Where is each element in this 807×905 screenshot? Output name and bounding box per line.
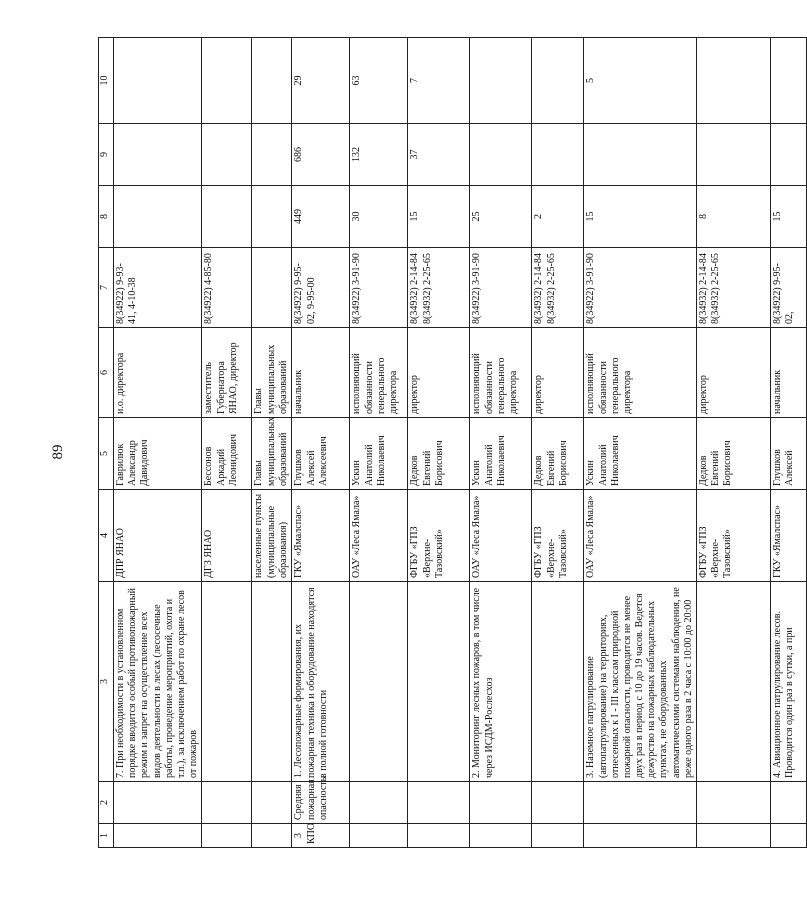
cell-equipment bbox=[532, 38, 584, 124]
header-col-6: 6 bbox=[99, 328, 114, 418]
cell-vehicles: 686 bbox=[292, 124, 350, 186]
cell-personnel: 15 bbox=[584, 186, 697, 248]
cell-equipment bbox=[202, 38, 252, 124]
header-row bbox=[99, 38, 114, 848]
cell-personnel: 8 bbox=[697, 186, 771, 248]
cell-position: исполняющий обязанности генерального директора bbox=[470, 328, 532, 418]
cell-organization: ОАУ «Леса Ямала» bbox=[350, 490, 408, 582]
cell-personnel: 30 bbox=[350, 186, 408, 248]
cell-phone: 8(34932) 2-14-84 8(34932) 2-25-65 bbox=[697, 248, 771, 328]
cell-equipment bbox=[114, 38, 202, 124]
cell-measure bbox=[697, 582, 771, 782]
cell-organization: ГКУ «Ямалспас» bbox=[771, 490, 807, 582]
cell-vehicles bbox=[114, 124, 202, 186]
cell-organization: ОАУ «Леса Ямала» bbox=[584, 490, 697, 582]
cell-vehicles bbox=[697, 124, 771, 186]
cell-personnel: 2 bbox=[532, 186, 584, 248]
cell-measure: 7. При необходимости в установленном порядке вводится особый противопожарный режим и запрет на осуществление всех видов деятельности в лесах (лесосечные работы, проведение мероприятий, охота и т.п.), за исключением работ по охране лесов от пожаров bbox=[114, 582, 202, 782]
cell-position: заместитель Губернатора ЯНАО, директор bbox=[202, 328, 252, 418]
cell-organization: ФГБУ «ГПЗ «Верхне-Тазовский» bbox=[408, 490, 470, 582]
cell-responsible-person: Гаврилюк Александр Давидович bbox=[114, 418, 202, 490]
cell-phone: 8(34922) 9-93-41, 4-10-38 bbox=[114, 248, 202, 328]
cell-danger-class bbox=[252, 782, 292, 824]
table-row bbox=[532, 38, 584, 848]
cell-level bbox=[584, 824, 697, 848]
cell-phone: 8(34922) 3-91-90 bbox=[584, 248, 697, 328]
cell-responsible-person: Ускин Анатолий Николаевич bbox=[350, 418, 408, 490]
cell-measure bbox=[202, 582, 252, 782]
cell-danger-class bbox=[532, 782, 584, 824]
cell-responsible-person: Главы муниципальных образований bbox=[252, 418, 292, 490]
cell-position: директор bbox=[532, 328, 584, 418]
cell-personnel bbox=[252, 186, 292, 248]
cell-measure bbox=[252, 582, 292, 782]
cell-phone: 8(34932) 2-14-84 8(34932) 2-25-65 bbox=[532, 248, 584, 328]
cell-organization: ФГБУ «ГПЗ «Верхне-Тазовский» bbox=[697, 490, 771, 582]
cell-responsible-person: Ускин Анатолий Николаевич bbox=[584, 418, 697, 490]
cell-personnel: 15 bbox=[771, 186, 807, 248]
cell-position: начальник bbox=[771, 328, 807, 418]
table-row bbox=[252, 38, 292, 848]
header-col-9: 9 bbox=[99, 124, 114, 186]
cell-organization: населенные пункты (муниципальные образования) bbox=[252, 490, 292, 582]
cell-position: директор bbox=[697, 328, 771, 418]
cell-level bbox=[771, 824, 807, 848]
cell-level bbox=[408, 824, 470, 848]
cell-responsible-person: Глушков Алексей Алексеевич bbox=[292, 418, 350, 490]
cell-phone: 8(34922) 9-95-02, 9-95-00 bbox=[292, 248, 350, 328]
cell-phone: 8(34922) 3-91-90 bbox=[350, 248, 408, 328]
cell-measure: 2. Мониторинг лесных пожаров, в том числе через ИСДМ-Рослесхоз bbox=[470, 582, 532, 782]
cell-organization: ОАУ «Леса Ямала» bbox=[470, 490, 532, 582]
cell-measure bbox=[532, 582, 584, 782]
cell-equipment: 29 bbox=[292, 38, 350, 124]
cell-danger-class bbox=[408, 782, 470, 824]
cell-vehicles bbox=[771, 124, 807, 186]
cell-danger-class bbox=[114, 782, 202, 824]
fire-danger-table bbox=[98, 37, 807, 848]
cell-level bbox=[697, 824, 771, 848]
cell-organization: ДПР ЯНАО bbox=[114, 490, 202, 582]
cell-organization: ДГЗ ЯНАО bbox=[202, 490, 252, 582]
cell-level bbox=[470, 824, 532, 848]
cell-equipment: 7 bbox=[408, 38, 470, 124]
cell-level bbox=[532, 824, 584, 848]
table-row bbox=[408, 38, 470, 848]
cell-organization: ФГБУ «ГПЗ «Верхне-Тазовский» bbox=[532, 490, 584, 582]
header-col-7: 7 bbox=[99, 248, 114, 328]
table-row bbox=[584, 38, 697, 848]
cell-danger-class bbox=[350, 782, 408, 824]
cell-equipment: 63 bbox=[350, 38, 408, 124]
cell-danger-class bbox=[202, 782, 252, 824]
cell-measure bbox=[408, 582, 470, 782]
cell-responsible-person: Дедков Евгений Борисович bbox=[532, 418, 584, 490]
cell-phone: 8(34922) 9-95-02, bbox=[771, 248, 807, 328]
cell-danger-class bbox=[771, 782, 807, 824]
cell-phone: 8(34922) 3-91-90 bbox=[470, 248, 532, 328]
table-row bbox=[114, 38, 202, 848]
cell-phone bbox=[252, 248, 292, 328]
cell-danger-class bbox=[470, 782, 532, 824]
cell-danger-class bbox=[584, 782, 697, 824]
cell-level bbox=[252, 824, 292, 848]
header-col-10: 10 bbox=[99, 38, 114, 124]
header-col-1: 1 bbox=[99, 824, 114, 848]
cell-vehicles bbox=[252, 124, 292, 186]
header-col-3: 3 bbox=[99, 582, 114, 782]
cell-measure: 3. Наземное патрулирование (автопатрулирование) на территориях, отнесенных к I - III классам природной пожарной опасности, проводится не менее двух раз в период с 10 до 19 часов. Ведется дежурство на пожарных наблюдательных пунктах, не оборудованных автоматическими системами наблюдения, не реже одного раза в 2 часа с 10:00 до 20:00 bbox=[584, 582, 697, 782]
cell-vehicles: 132 bbox=[350, 124, 408, 186]
cell-level bbox=[350, 824, 408, 848]
cell-level: 3 КПО bbox=[292, 824, 350, 848]
cell-measure: 4. Авиационное патрулирование лесов. Проводится один раз в сутки, а при bbox=[771, 582, 807, 782]
cell-personnel: 449 bbox=[292, 186, 350, 248]
header-col-5: 5 bbox=[99, 418, 114, 490]
cell-responsible-person: Бессонов Аркадий Леонидович bbox=[202, 418, 252, 490]
cell-responsible-person: Дедков Евгений Борисович bbox=[697, 418, 771, 490]
cell-position: и.о. директора bbox=[114, 328, 202, 418]
cell-equipment bbox=[697, 38, 771, 124]
table-row bbox=[292, 38, 350, 848]
cell-equipment bbox=[771, 38, 807, 124]
cell-position: директор bbox=[408, 328, 470, 418]
cell-organization: ГКУ «Ямалспас» bbox=[292, 490, 350, 582]
cell-responsible-person: Глушков Алексей bbox=[771, 418, 807, 490]
cell-position: исполняющий обязанности генерального директора bbox=[350, 328, 408, 418]
cell-vehicles bbox=[532, 124, 584, 186]
cell-danger-class bbox=[697, 782, 771, 824]
cell-equipment bbox=[252, 38, 292, 124]
cell-measure bbox=[350, 582, 408, 782]
cell-personnel: 15 bbox=[408, 186, 470, 248]
header-col-8: 8 bbox=[99, 186, 114, 248]
page-number: 89 bbox=[50, 444, 66, 460]
cell-equipment: 5 bbox=[584, 38, 697, 124]
cell-vehicles bbox=[202, 124, 252, 186]
cell-vehicles: 37 bbox=[408, 124, 470, 186]
cell-responsible-person: Ускин Анатолий Николаевич bbox=[470, 418, 532, 490]
table-row bbox=[202, 38, 252, 848]
cell-level bbox=[202, 824, 252, 848]
header-col-4: 4 bbox=[99, 490, 114, 582]
table-row bbox=[470, 38, 532, 848]
cell-phone: 8(34932) 2-14-84 8(34932) 2-25-65 bbox=[408, 248, 470, 328]
header-col-2: 2 bbox=[99, 782, 114, 824]
rotated-table-wrapper bbox=[98, 38, 796, 848]
cell-position: начальник bbox=[292, 328, 350, 418]
cell-position: исполняющий обязанности генерального директора bbox=[584, 328, 697, 418]
table-row bbox=[771, 38, 807, 848]
cell-personnel: 25 bbox=[470, 186, 532, 248]
cell-vehicles bbox=[584, 124, 697, 186]
cell-personnel bbox=[114, 186, 202, 248]
cell-position: Главы муниципальных образований bbox=[252, 328, 292, 418]
cell-phone: 8(34922) 4-85-80 bbox=[202, 248, 252, 328]
cell-level bbox=[114, 824, 202, 848]
table-row bbox=[350, 38, 408, 848]
cell-vehicles bbox=[470, 124, 532, 186]
cell-danger-class: Средняя пожарная опасность bbox=[292, 782, 350, 824]
cell-personnel bbox=[202, 186, 252, 248]
table-row bbox=[697, 38, 771, 848]
cell-measure: 1. Лесопожарные формирования, их пожарная техника и оборудование находятся в полной готовности bbox=[292, 582, 350, 782]
cell-equipment bbox=[470, 38, 532, 124]
cell-responsible-person: Дедков Евгений Борисович bbox=[408, 418, 470, 490]
